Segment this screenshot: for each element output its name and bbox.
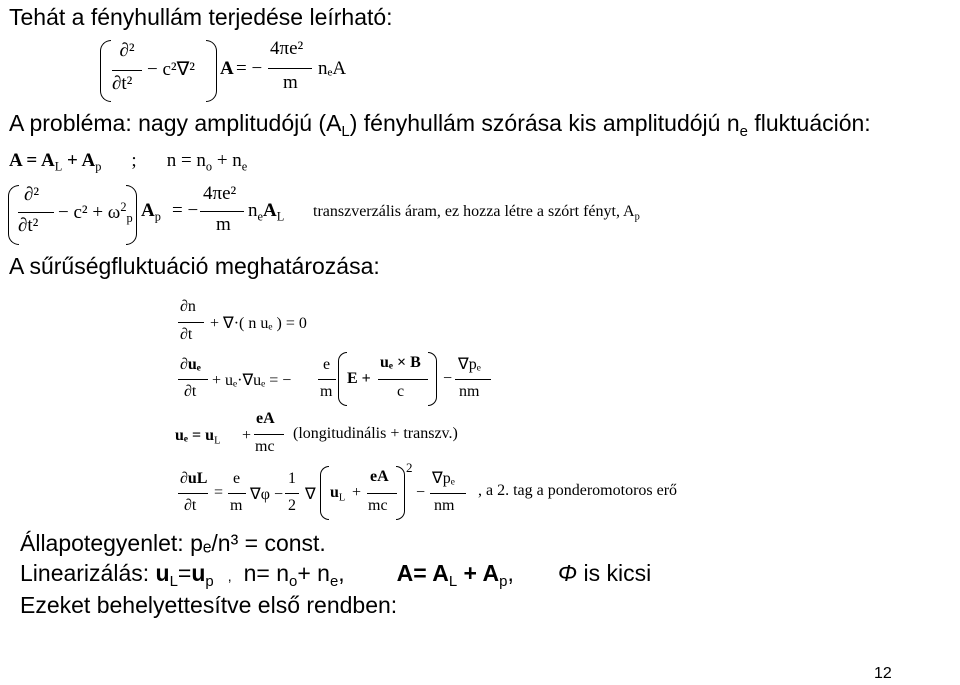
comment bbox=[313, 203, 640, 223]
comment: (longitudinális + transzv.) bbox=[293, 425, 458, 442]
nm: nm bbox=[434, 497, 455, 514]
heading: Tehát a fényhullám terjedése leírható: bbox=[9, 4, 393, 30]
right-paren bbox=[206, 40, 217, 102]
sub-L: L bbox=[341, 123, 350, 141]
lhs bbox=[175, 427, 220, 447]
plus: + bbox=[352, 484, 362, 501]
equals-sign: = − bbox=[236, 58, 263, 79]
A-p bbox=[141, 200, 161, 224]
u: u bbox=[191, 560, 206, 586]
middle-text: − c² + ω bbox=[58, 201, 121, 223]
problem-statement bbox=[9, 110, 871, 140]
semicolon: ; bbox=[131, 150, 137, 171]
n: n= n bbox=[243, 560, 290, 586]
fraction-bar bbox=[430, 493, 466, 494]
fraction-bar bbox=[254, 434, 284, 435]
comma: , bbox=[507, 560, 514, 586]
nm: nm bbox=[459, 383, 480, 400]
coef-denominator: m bbox=[283, 72, 298, 93]
rest: + ∇·( n uₑ ) = 0 bbox=[210, 315, 307, 332]
ue-cross-B: uₑ × B bbox=[380, 354, 421, 371]
grad-p: ∇pₑ bbox=[432, 470, 455, 487]
sub: L bbox=[169, 573, 178, 591]
sub: o bbox=[289, 573, 298, 591]
decomposition bbox=[9, 150, 247, 174]
eq: = bbox=[177, 560, 192, 586]
comment-text: transzverzális áram, ez hozza létre a szórt fényt, A bbox=[313, 203, 635, 220]
linearization bbox=[20, 560, 651, 590]
problem-text: A probléma: nagy amplitudójú (A bbox=[9, 110, 342, 136]
sup: 2 bbox=[120, 200, 127, 214]
fraction-bar bbox=[178, 493, 208, 494]
plus-n: + n bbox=[212, 150, 242, 171]
sub: p bbox=[154, 209, 161, 224]
fraction-bar bbox=[378, 379, 428, 380]
fraction-bar bbox=[268, 68, 312, 69]
mc: mc bbox=[255, 438, 275, 455]
A: A bbox=[141, 200, 155, 221]
lhs-text: uₑ = u bbox=[175, 427, 215, 444]
comma: , bbox=[227, 568, 232, 584]
mc: mc bbox=[368, 497, 388, 514]
one: 1 bbox=[288, 470, 296, 487]
sub: L bbox=[54, 159, 63, 174]
sub: p bbox=[205, 573, 214, 591]
left-paren bbox=[338, 352, 347, 406]
numerator: ∂² bbox=[24, 184, 40, 205]
sub: e bbox=[257, 209, 263, 224]
right-paren bbox=[396, 466, 405, 520]
numerator: ∂² bbox=[119, 40, 135, 61]
label: Linearizálás: bbox=[20, 560, 156, 586]
fraction-bar bbox=[178, 379, 208, 380]
sub: o bbox=[205, 159, 213, 174]
denominator: ∂t bbox=[184, 497, 197, 514]
advection: + uₑ·∇uₑ = − bbox=[212, 372, 292, 389]
e: e bbox=[233, 470, 241, 487]
comma: , bbox=[338, 560, 345, 586]
eA: eA bbox=[256, 410, 275, 427]
fraction-bar bbox=[18, 212, 54, 213]
nabla: ∇ bbox=[305, 486, 316, 503]
coef-numerator: 4πe² bbox=[203, 183, 237, 204]
page-number: 12 bbox=[874, 665, 892, 682]
density-heading: A sűrűségfluktuáció meghatározása: bbox=[9, 253, 380, 279]
fraction-bar bbox=[112, 70, 142, 71]
middle-term bbox=[58, 200, 133, 226]
u: u bbox=[155, 560, 170, 586]
equals: = bbox=[214, 484, 224, 501]
square: 2 bbox=[406, 460, 413, 475]
plus-A: + A bbox=[457, 560, 500, 586]
sub: e bbox=[329, 573, 339, 591]
denominator: ∂t bbox=[180, 326, 193, 343]
sub: p bbox=[634, 211, 640, 223]
fraction-bar bbox=[200, 211, 244, 212]
plus: + bbox=[242, 427, 252, 444]
sub: L bbox=[276, 209, 285, 224]
numerator: ∂uₑ bbox=[180, 356, 201, 373]
denominator: ∂t² bbox=[112, 73, 133, 94]
sub: p bbox=[95, 159, 102, 174]
m: m bbox=[230, 497, 243, 514]
sub: p bbox=[499, 573, 508, 591]
numerator: ∂uL bbox=[180, 470, 208, 487]
sub: L bbox=[338, 492, 346, 504]
A: A bbox=[262, 200, 277, 221]
fraction-bar bbox=[318, 379, 336, 380]
sub: p bbox=[126, 211, 133, 226]
rhs bbox=[248, 200, 284, 224]
grad-p: ∇pₑ bbox=[458, 356, 481, 373]
plus-A: + A bbox=[62, 150, 96, 171]
grad-phi: ∇φ − bbox=[250, 486, 283, 503]
problem-text-2: ) fényhullám szórása kis amplitudójú n bbox=[349, 110, 740, 136]
m: m bbox=[320, 383, 333, 400]
two: 2 bbox=[288, 497, 296, 514]
left-paren bbox=[320, 466, 329, 520]
sub: L bbox=[448, 573, 458, 591]
coef-numerator: 4πe² bbox=[270, 38, 304, 59]
fraction-bar bbox=[455, 379, 491, 380]
u: u bbox=[330, 484, 339, 501]
right-paren bbox=[428, 352, 437, 406]
coef-denominator: m bbox=[216, 214, 231, 235]
c: c bbox=[397, 383, 405, 400]
right-paren bbox=[126, 185, 137, 245]
numerator: ∂n bbox=[180, 298, 196, 315]
sub: L bbox=[214, 435, 221, 447]
A-equals: A = A bbox=[9, 150, 55, 171]
n-equals: n = n bbox=[166, 150, 206, 171]
equals-sign: = − bbox=[172, 200, 199, 221]
laplace-term: − c²∇² bbox=[147, 59, 196, 80]
A: A= A bbox=[396, 560, 449, 586]
comment: , a 2. tag a ponderomotoros erő bbox=[478, 482, 678, 499]
minus: − bbox=[416, 484, 426, 501]
n: n bbox=[248, 200, 258, 221]
uL bbox=[330, 484, 345, 504]
e: e bbox=[323, 356, 331, 373]
fraction-bar bbox=[228, 493, 246, 494]
sub: e bbox=[241, 159, 248, 174]
substitute-line: Ezeket behelyettesítve első rendben: bbox=[20, 592, 398, 618]
problem-text-3: fluktuáción: bbox=[747, 110, 871, 136]
state-equation: Állapotegyenlet: pₑ/n³ = const. bbox=[20, 530, 326, 556]
E-plus: E + bbox=[347, 370, 371, 387]
minus: − bbox=[443, 370, 453, 387]
fraction-bar bbox=[367, 493, 397, 494]
eA: eA bbox=[370, 468, 389, 485]
fraction-bar bbox=[178, 322, 204, 323]
partial-fraction bbox=[110, 40, 144, 62]
denominator: ∂t bbox=[184, 383, 197, 400]
sub-e: e bbox=[739, 123, 748, 141]
denominator: ∂t² bbox=[18, 215, 39, 236]
plus: + n bbox=[297, 560, 330, 586]
phi-rest: is kicsi bbox=[577, 560, 652, 586]
rhs: nₑA bbox=[318, 58, 347, 79]
phi: Φ bbox=[557, 560, 578, 586]
fraction-bar bbox=[285, 493, 299, 494]
A-vector: A bbox=[220, 58, 234, 79]
